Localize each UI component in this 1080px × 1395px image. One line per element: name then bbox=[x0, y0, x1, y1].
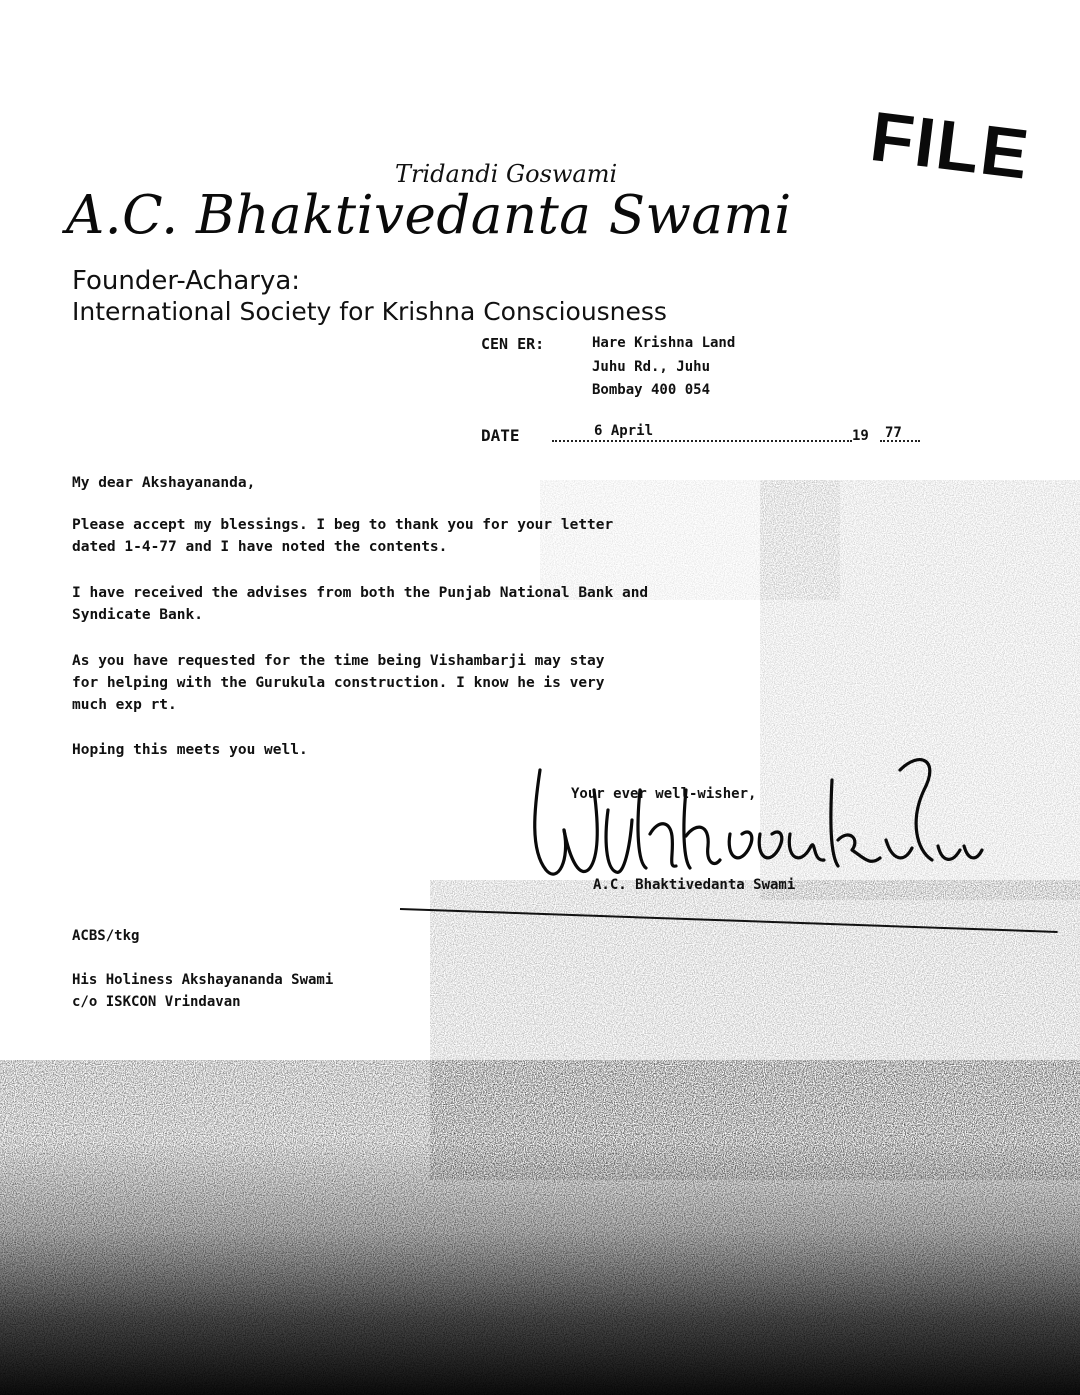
center-address-line-2: Juhu Rd., Juhu bbox=[592, 359, 711, 375]
paragraph-3-line-1: As you have requested for the time being Vishambarji may stay bbox=[72, 653, 605, 669]
paragraph-2-line-1: I have received the advises from both the Punjab National Bank and bbox=[72, 585, 649, 601]
paragraph-2-line-2: Syndicate Bank. bbox=[72, 607, 203, 623]
paragraph-1 bbox=[72, 514, 613, 558]
date-dotted-line bbox=[552, 440, 852, 442]
valediction: Your ever well-wisher, bbox=[571, 786, 757, 802]
date-year-prefix: 19 bbox=[852, 428, 869, 444]
reference-initials: ACBS/tkg bbox=[72, 928, 140, 944]
paragraph-2 bbox=[72, 582, 648, 626]
paragraph-3 bbox=[72, 650, 605, 716]
recipient-line-1: His Holiness Akshayananda Swami bbox=[72, 972, 334, 988]
signatory-name: A.C. Bhaktivedanta Swami bbox=[593, 877, 796, 893]
paragraph-3-line-2: for helping with the Gurukula construction. I know he is very bbox=[72, 675, 605, 691]
paragraph-1-line-1: Please accept my blessings. I beg to thank you for your letter bbox=[72, 517, 614, 533]
handwritten-signature bbox=[520, 750, 1000, 900]
center-label: CEN ER: bbox=[481, 335, 545, 353]
letterhead-pre-title: Tridandi Goswami bbox=[395, 160, 618, 188]
paragraph-1-line-2: dated 1-4-77 and I have noted the contents. bbox=[72, 539, 448, 555]
salutation: My dear Akshayananda, bbox=[72, 475, 256, 491]
date-value: 6 April bbox=[594, 423, 654, 439]
recipient-line-2: c/o ISKCON Vrindavan bbox=[72, 994, 241, 1010]
closing: Hoping this meets you well. bbox=[72, 742, 308, 758]
date-year-suffix: 77 bbox=[885, 425, 902, 441]
center-address-line-1: Hare Krishna Land bbox=[592, 335, 736, 351]
file-stamp: FILE bbox=[866, 96, 1035, 194]
letterhead-founder: Founder-Acharya: bbox=[72, 266, 301, 296]
paragraph-3-line-3: much exp rt. bbox=[72, 697, 177, 713]
letterhead-society: International Society for Krishna Consciousness bbox=[72, 297, 667, 326]
letterhead-title: A.C. Bhaktivedanta Swami bbox=[66, 185, 792, 246]
center-address-line-3: Bombay 400 054 bbox=[592, 382, 711, 398]
date-label: DATE bbox=[481, 426, 520, 445]
